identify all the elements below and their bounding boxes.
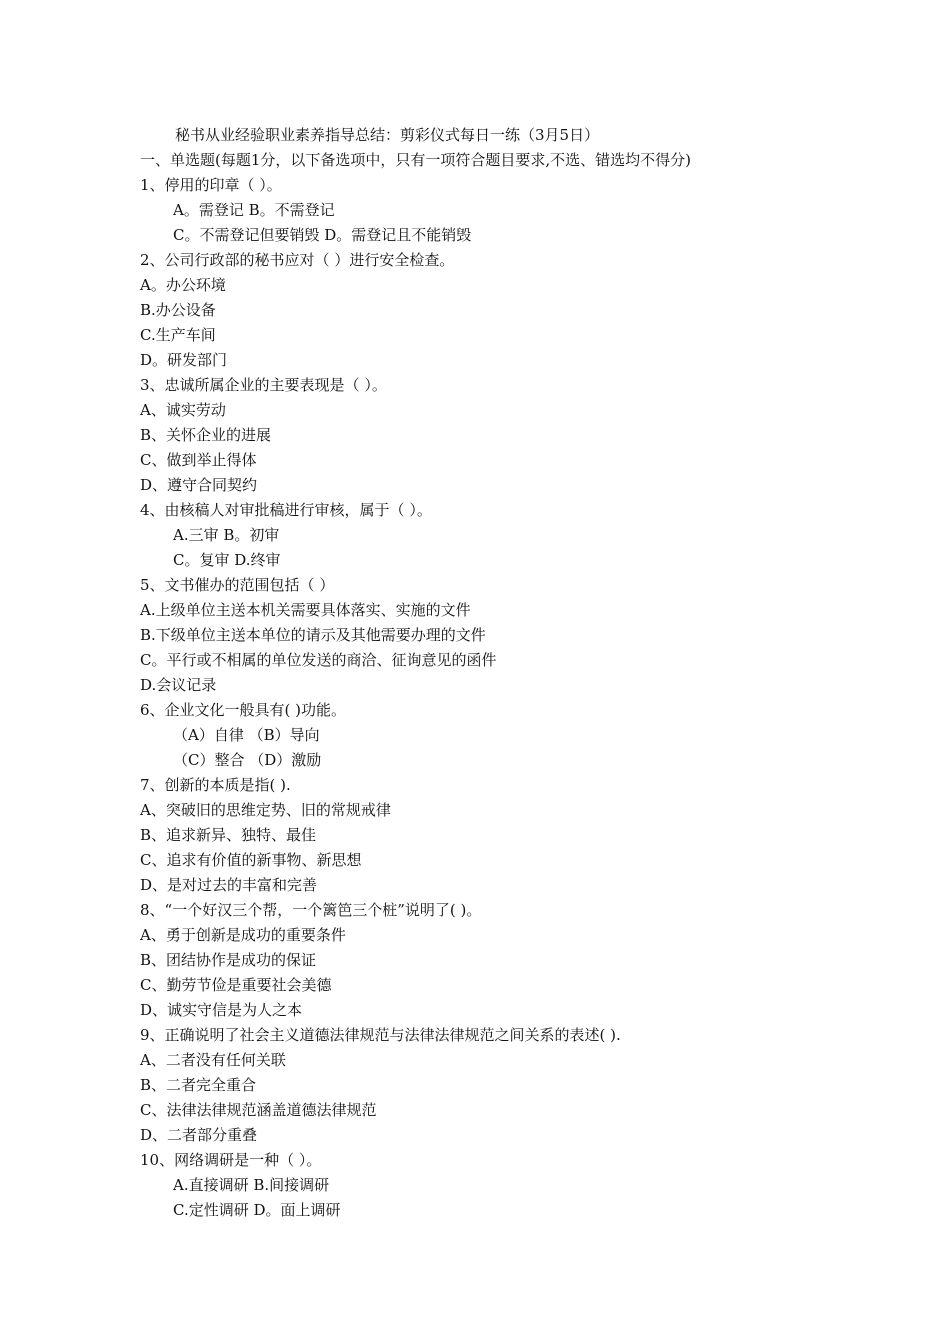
question-3-option-d: D、遵守合同契约: [140, 476, 258, 494]
question-7-option-d: D、是对过去的丰富和完善: [140, 876, 318, 894]
question-1-options-ab: A。需登记 B。不需登记: [173, 201, 335, 219]
question-2-option-d: D。研发部门: [140, 351, 228, 369]
question-4-stem: 4、由核稿人对审批稿进行审核，属于（ ）。: [140, 501, 432, 519]
question-6-options-ab: （A）自律 （B）导向: [173, 726, 320, 744]
question-7-option-c: C、追求有价值的新事物、新思想: [140, 851, 362, 869]
question-1-options-cd: C。不需登记但要销毁 D。需登记且不能销毁: [173, 226, 472, 244]
question-8-option-a: A、勇于创新是成功的重要条件: [140, 926, 346, 944]
question-5-option-a: A.上级单位主送本机关需要具体落实、实施的文件: [140, 601, 471, 619]
question-1-stem: 1、停用的印章（ ）。: [140, 176, 282, 194]
question-7-option-a: A、突破旧的思维定势、旧的常规戒律: [140, 801, 391, 819]
question-3-option-b: B、关怀企业的进展: [140, 426, 272, 444]
question-4-options-ab: A.三审 B。初审: [173, 526, 280, 544]
question-7-option-b: B、追求新异、独特、最佳: [140, 826, 317, 844]
question-6-stem: 6、企业文化一般具有( )功能。: [140, 701, 347, 719]
question-9-stem: 9、正确说明了社会主义道德法律规范与法律法律规范之间关系的表述( ).: [140, 1026, 621, 1044]
question-8-stem: 8、“一个好汉三个帮，一个篱笆三个桩”说明了( )。: [140, 901, 482, 919]
question-5-option-d: D.会议记录: [140, 676, 217, 694]
question-5-option-c: C。平行或不相属的单位发送的商洽、征询意见的函件: [140, 651, 497, 669]
question-2-option-a: A。办公环境: [140, 276, 226, 294]
question-2-option-c: C.生产车间: [140, 326, 216, 344]
question-8-option-c: C、勤劳节俭是重要社会美德: [140, 976, 332, 994]
question-3-option-a: A、诚实劳动: [140, 401, 226, 419]
question-3-option-c: C、做到举止得体: [140, 451, 257, 469]
question-6-options-cd: （C）整合 （D）激励: [173, 751, 322, 769]
question-7-stem: 7、创新的本质是指( ).: [140, 776, 291, 794]
question-9-option-a: A、二者没有任何关联: [140, 1051, 286, 1069]
document-title: 秘书从业经验职业素养指导总结：剪彩仪式每日一练（3月5日）: [175, 126, 600, 144]
question-8-option-b: B、团结协作是成功的保证: [140, 951, 317, 969]
question-10-options-ab: A.直接调研 B.间接调研: [173, 1176, 330, 1194]
question-2-stem: 2、公司行政部的秘书应对（ ）进行安全检查。: [140, 251, 455, 269]
question-3-stem: 3、忠诚所属企业的主要表现是（ ）。: [140, 376, 387, 394]
question-8-option-d: D、诚实守信是为人之本: [140, 1001, 303, 1019]
question-10-options-cd: C.定性调研 D。面上调研: [173, 1201, 341, 1219]
question-9-option-d: D、二者部分重叠: [140, 1126, 258, 1144]
section-heading: 一、单选题(每题1分，以下备选项中，只有一项符合题目要求,不选、错选均不得分): [140, 151, 692, 169]
question-5-option-b: B.下级单位主送本单位的请示及其他需要办理的文件: [140, 626, 486, 644]
question-5-stem: 5、文书催办的范围包括（ ）: [140, 576, 335, 594]
question-9-option-c: C、法律法律规范涵盖道德法律规范: [140, 1101, 377, 1119]
question-9-option-b: B、二者完全重合: [140, 1076, 257, 1094]
question-4-options-cd: C。复审 D.终审: [173, 551, 281, 569]
question-10-stem: 10、网络调研是一种（ ）。: [140, 1151, 322, 1169]
question-2-option-b: B.办公设备: [140, 301, 216, 319]
